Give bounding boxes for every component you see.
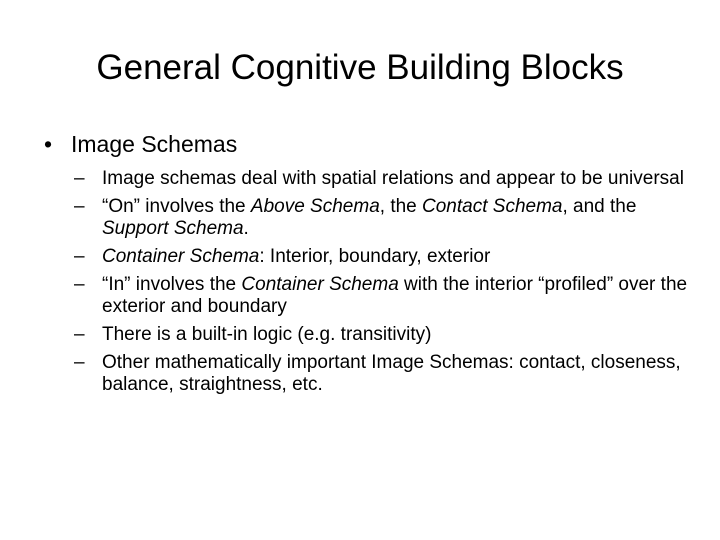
- text-run: : Interior, boundary, exterior: [259, 246, 491, 267]
- bullet-marker: •: [44, 131, 53, 157]
- sub-bullet-dash: –: [74, 246, 85, 267]
- italic-term: Above Schema: [250, 196, 380, 217]
- italic-term: Support Schema: [102, 218, 244, 239]
- text-run: “On” involves the: [102, 196, 251, 217]
- text-run: “In” involves the: [102, 274, 242, 295]
- slide-title: General Cognitive Building Blocks: [96, 48, 624, 87]
- sub-bullet-text: [102, 246, 694, 268]
- text-run: There is a built-in logic (e.g. transitivity): [102, 324, 432, 345]
- sub-bullet-item: [74, 196, 694, 240]
- text-run: , the: [379, 196, 423, 217]
- italic-term: Container Schema: [241, 274, 399, 295]
- sub-bullet-dash: –: [74, 196, 85, 217]
- sub-bullet-dash: –: [74, 274, 85, 295]
- text-run: Other mathematically important Image Schemas: contact, closeness, balance, straightness, etc.: [102, 352, 681, 395]
- sub-bullet-item: [74, 246, 694, 268]
- text-run: Image schemas deal with spatial relations and appear to be universal: [102, 168, 684, 189]
- sub-bullet-item: [74, 168, 694, 190]
- sub-bullet-dash: –: [74, 324, 85, 345]
- text-run: .: [243, 218, 249, 239]
- text-run: , and the: [562, 196, 637, 217]
- sub-bullet-text: [102, 196, 694, 240]
- bullet-text: Image Schemas: [71, 131, 238, 157]
- italic-term: Container Schema: [102, 246, 260, 267]
- sub-bullet-item: [74, 324, 694, 346]
- sub-bullet-dash: –: [74, 352, 85, 373]
- sub-bullet-text: [102, 352, 694, 396]
- sub-bullet-item: [74, 274, 694, 318]
- sub-bullet-dash: –: [74, 168, 85, 189]
- sub-bullet-text: [102, 168, 694, 190]
- sub-bullet-text: [102, 274, 694, 318]
- text-run: with the interior “profiled” over the exterior and boundary: [102, 274, 688, 317]
- italic-term: Contact Schema: [422, 196, 563, 217]
- sub-bullet-item: [74, 352, 694, 396]
- bullet-image-schemas: [44, 129, 684, 159]
- sub-bullet-text: [102, 324, 694, 346]
- sub-bullet-list: [74, 168, 694, 402]
